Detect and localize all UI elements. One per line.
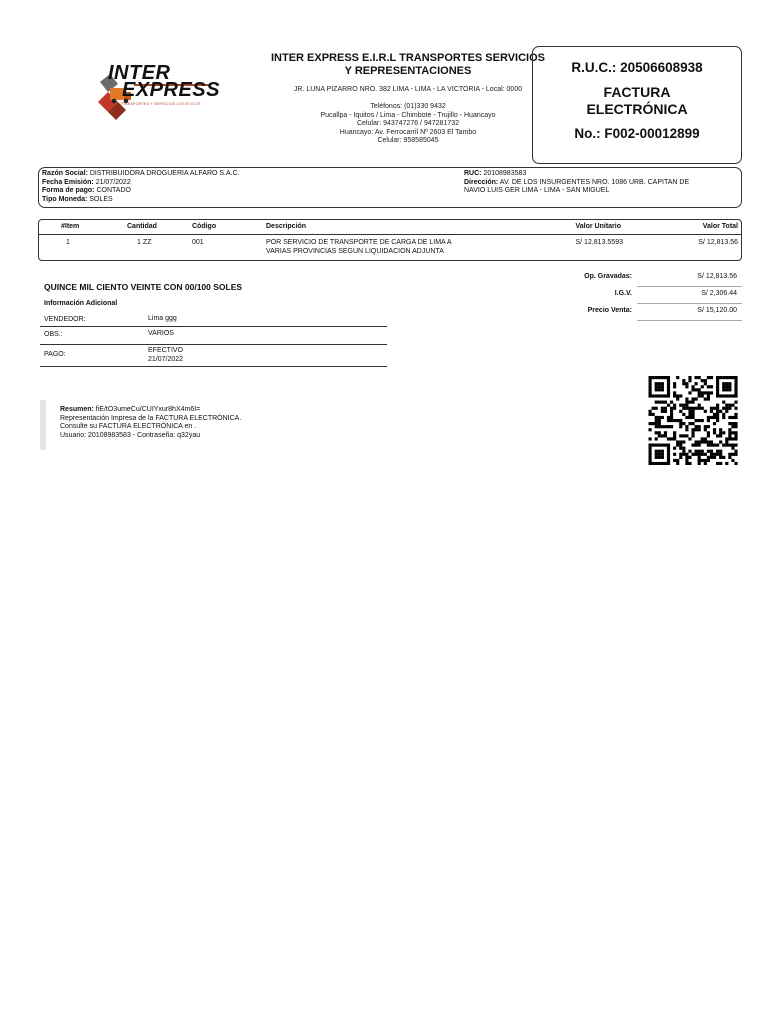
row-descripcion-line-2: VARIAS PROVINCIAS SEGUN LIQUIDACION ADJUNTA [266,248,444,255]
total-label-precio-venta: Precio Venta: [587,307,632,314]
row-descripcion [266,238,452,256]
info-value-pago-method: EFECTIVO [148,347,184,354]
logo-tagline: TRANSPORTES Y SERVICIOS LOGISTICOS [120,102,201,106]
col-header-cantidad: Cantidad [127,223,157,230]
logo-word-inter: INTER [108,62,171,84]
client-right [464,170,739,196]
resumen-label: Resumen: [60,406,94,413]
direccion-label: Dirección: [464,178,499,186]
totals-divider [637,303,742,304]
info-value-vendedor: Lima ggg [148,315,177,322]
tipo-moneda-row [42,196,240,205]
row-descripcion-line-1: POR SERVICIO DE TRANSPORTE DE CARGA DE LIMA A [266,239,452,246]
forma-pago-value: CONTADO [96,187,131,194]
info-key-vendedor: VENDEDOR: [44,316,86,323]
total-label-igv: I.G.V. [614,290,632,297]
client-info-box [38,167,742,208]
logo-word-express: EXPRESS [122,79,220,101]
info-row-pago [40,345,387,367]
tipo-moneda-value: SOLES [89,195,113,203]
tipo-moneda-label: Tipo Moneda: [42,195,88,203]
col-header-valor-unitario: Valor Unitario [575,223,621,230]
client-ruc-label: RUC: [464,170,482,177]
info-value-obs: VARIOS [148,330,174,337]
razon-social-row [42,170,240,179]
row-valor-total: S/ 12,813.56 [698,239,738,246]
electronic-summary [40,400,360,450]
items-table [38,219,742,261]
company-cell-2: Celular: 958585045 [377,137,439,144]
col-header-item: #Item [61,223,80,230]
col-header-codigo: Código [192,223,217,230]
company-contact [268,103,548,146]
fecha-emision-row [42,179,240,188]
total-value-op-gravadas: S/ 12,813.56 [697,273,737,280]
direccion-line-1: AV. DE LOS INSURGENTES NRO. 1086 URB. CAPITAN DE [499,178,690,186]
company-header [268,52,548,146]
company-address: JR. LUNA PIZARRO NRO. 382 LIMA - LIMA - LA VICTORIA - Local: 0000 [293,86,523,93]
totals-divider [637,286,742,287]
row-item: 1 [66,239,70,246]
document-type [533,84,741,118]
fecha-emision-label: Fecha Emisión: [42,178,94,186]
row-valor-unitario: S/ 12,813.5593 [575,239,623,246]
info-key-obs: OBS.: [44,331,63,338]
company-huancayo-address: Huancayo: Av. Ferrocarril Nº 2603 El Tambo [339,128,477,136]
document-type-line-1: FACTURA [603,84,671,100]
direccion-row [464,179,739,188]
resumen-hash: fiE/tO3umeCu/CUIYxur8hX4m6I= [95,406,201,413]
info-value-pago [148,347,183,364]
company-cell-1: Celular: 943747276 / 947281732 [357,120,459,127]
direccion-line-2: NAVIO LUIS GER LIMA - LIMA - SAN MIGUEL [464,187,610,194]
document-id-box [532,46,742,164]
row-codigo: 001 [192,239,204,246]
document-type-line-2: ELECTRÓNICA [586,101,688,117]
summary-consult-text: Consulte su FACTURA ELECTRÓNICA en . [60,423,197,430]
fecha-emision-value: 21/07/2022 [95,178,131,186]
col-header-valor-total: Valor Total [702,223,738,230]
col-header-descripcion: Descripción [266,223,307,230]
summary-credentials: Usuario: 20108983583 - Contraseña: q32yau [60,431,201,439]
summary-representation-text: Representación Impresa de la FACTURA ELECTRÓNICA. [60,414,242,422]
qr-code-graphic [647,376,739,465]
total-value-precio-venta: S/ 15,120.00 [697,307,737,314]
document-number: No.: F002-00012899 [574,126,700,141]
forma-pago-row [42,187,240,196]
amount-in-words: QUINCE MIL CIENTO VEINTE CON 00/100 SOLES [44,282,243,292]
qr-code-icon [647,376,739,465]
info-adicional-title: Información Adicional [44,300,118,307]
company-name: INTER EXPRESS E.I.R.L TRANSPORTES SERVICIOS Y REPRESENTACIONES [270,52,546,77]
total-value-igv: S/ 2,306.44 [701,290,737,297]
client-left [42,170,240,204]
razon-social-value: DISTRIBUIDORA DROGUERIA ALFARO S.A.C. [89,170,240,177]
totals-divider [637,320,742,321]
row-cantidad: 1 ZZ [137,239,152,246]
info-row-vendedor [40,314,387,327]
company-branches: Pucallpa - Iquitos / Lima - Chimbote - Trujillo - Huancayo [320,111,496,119]
forma-pago-label: Forma de pago: [42,187,95,194]
client-ruc-value: 20108983583 [483,170,527,177]
total-label-op-gravadas: Op. Gravadas: [584,273,632,280]
company-phones: Teléfonos: (01)330 9432 [370,103,446,110]
info-key-pago: PAGO: [44,351,66,358]
client-ruc-row [464,170,739,179]
razon-social-label: Razón Social: [42,170,88,177]
issuer-ruc: R.U.C.: 20506608938 [571,60,703,75]
company-logo [92,62,218,124]
resumen-row [60,406,360,415]
table-header-divider [39,234,741,235]
info-value-pago-date: 21/07/2022 [148,355,184,363]
info-row-obs [40,327,387,345]
